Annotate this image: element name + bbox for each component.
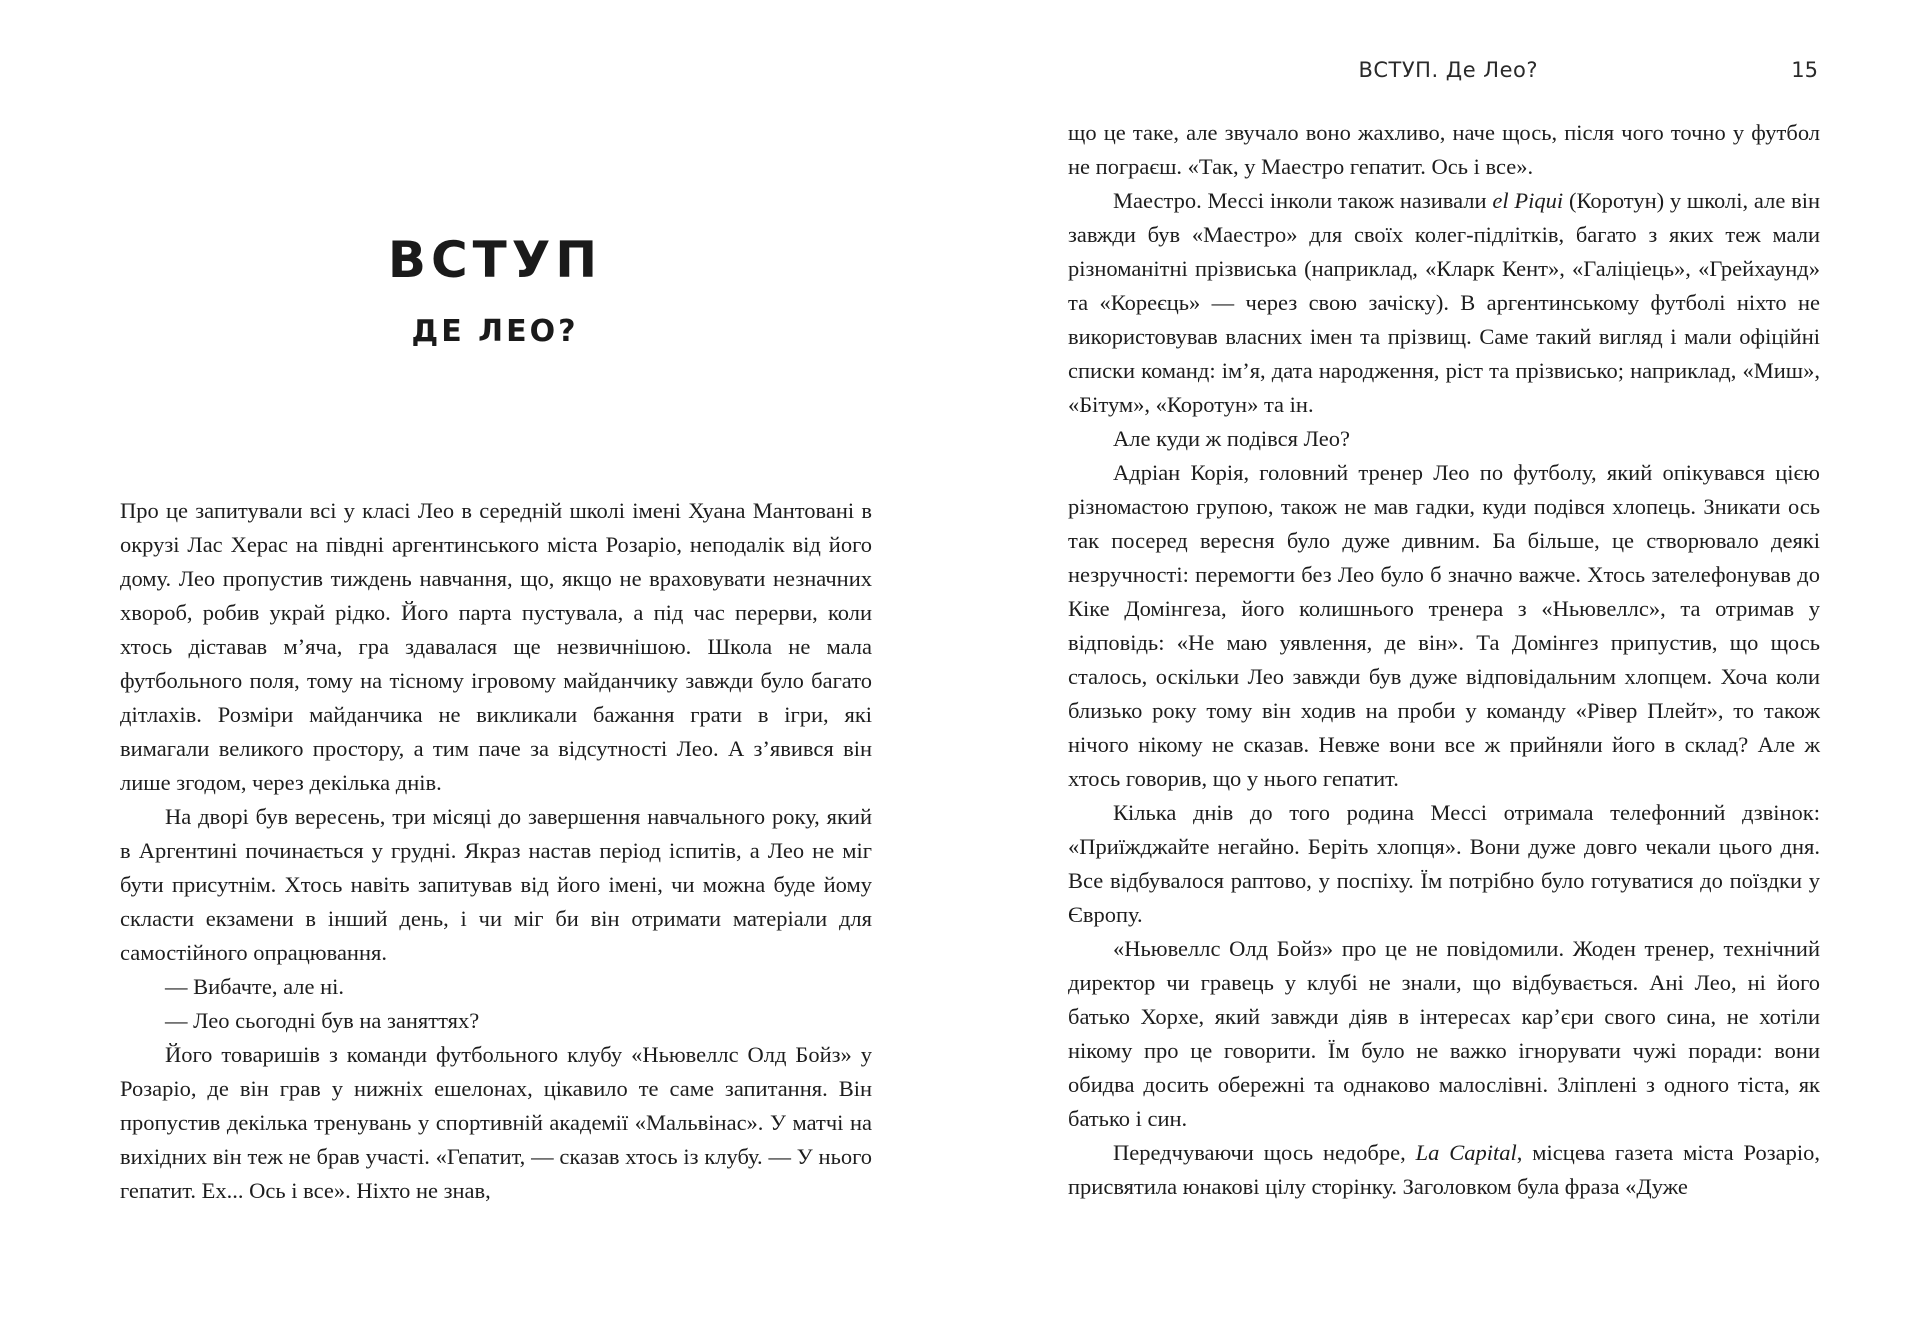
text-run: , місцева газета міста Розаріо, присвятила юнакові цілу сторінку. Заголовком була фраза «Дуже <box>1068 1140 1820 1199</box>
paragraph <box>1068 1136 1820 1204</box>
running-head <box>1068 54 1818 94</box>
italic-term: el Piqui <box>1492 188 1564 213</box>
text-run: Маестро. Мессі інколи також називали <box>1113 188 1493 213</box>
chapter-subtitle: ДЕ ЛЕО? <box>411 314 579 349</box>
paragraph: На дворі був вересень, три місяці до завершення навчального року, який в Аргентині починається у грудні. Якраз настав період іспитів, а Лео не міг бути присутнім. Хтось навіть запитував від його імені, чи можна буде йому скласти екзамени в інший день, і чи міг би він отримати матеріали для самостійного опрацювання. <box>120 804 872 965</box>
left-body-text <box>120 494 872 1208</box>
dialogue-line: — Вибачте, але ні. <box>165 974 345 999</box>
paragraph: Але куди ж подівся Лео? <box>1113 426 1350 451</box>
page-number: 15 <box>1791 58 1818 82</box>
paragraph: Його товаришів з команди футбольного клубу «Ньювеллс Олд Бойз» у Розаріо, де він грав у нижніх ешелонах, цікавило те саме запитання. Він пропустив декілька тренувань у спортивній академії «Мальвінас». У матчі на вихідних він теж не брав участі. «Гепатит, — сказав хтось із клубу. — У нього гепатит. Ех... Ось і все». Ніхто не знав, <box>120 1042 872 1203</box>
running-title: ВСТУП. Де Лео? <box>1358 58 1538 82</box>
paragraph: Адріан Корія, головний тренер Лео по футболу, який опікувався цією різномастою групою, також не мав гадки, куди подівся хлопець. Зникати ось так посеред вересня було дуже дивним. Ба більше, це створювало деякі незручності: перемогти без Лео було б значно важче. Хтось зателефонував до Кіке Домінгеза, його колишнього тренера з «Ньювеллс», та отримав у відповідь: «Не маю уявлення, де він». Та Домінгез припустив, що щось сталось, оскільки Лео завжди був дуже відповідальним хлопцем. Хоча коли близько року тому він ходив на проби у команду «Рівер Плейт», то також нічого нікому не сказав. Невже вони все ж прийняли його в склад? Але ж хтось говорив, що у нього гепатит. <box>1068 460 1820 791</box>
dialogue-line: — Лео сьогодні був на заняттях? <box>165 1008 480 1033</box>
text-run: (Коротун) у школі, але він завжди був «Маестро» для своїх колег-підлітків, багато з яких теж мали різноманітні прізвиська (наприклад, «Кларк Кент», «Галіціець», «Грейхаунд» та «Кореєць» — через свою зачіску). В аргентинському футболі ніхто не використовував власних імен та прізвищ. Саме такий вигляд і мали офіційні списки команд: ім’я, дата народження, ріст та прізвисько; наприклад, «Миш», «Бітум», «Коротун» та ін. <box>1068 188 1821 417</box>
chapter-title: ВСТУП <box>387 231 603 289</box>
paragraph: що це таке, але звучало воно жахливо, наче щось, після чого точно у футбол не пограєш. «Так, у Маестро гепатит. Ось і все». <box>1068 120 1820 179</box>
paragraph <box>1068 184 1820 422</box>
italic-term: La Capital <box>1415 1140 1517 1165</box>
paragraph: Кілька днів до того родина Мессі отримала телефонний дзвінок: «Приїжджайте негайно. Беріть хлопця». Вони дуже довго чекали цього дня. Все відбувалося раптово, у поспіху. Їм потрібно було готуватися до поїздки у Європу. <box>1068 800 1820 927</box>
paragraph: «Ньювеллс Олд Бойз» про це не повідомили. Жоден тренер, технічний директор чи гравець у клубі не знали, що відбувається. Ані Лео, ні його батько Хорхе, який завжди діяв в інтересах кар’єри свого сина, не хотіли нікому про це говорити. Їм було не важко ігнорувати чужі поради: вони обидва досить обережні та однаково малослівні. Зліплені з одного тіста, як батько і син. <box>1068 936 1820 1131</box>
chapter-heading <box>120 230 870 352</box>
right-body-text <box>1068 116 1820 1204</box>
text-run: Передчуваючи щось недобре, <box>1113 1140 1416 1165</box>
paragraph: Про це запитували всі у класі Лео в середній школі імені Хуана Мантовані в окрузі Лас Херас на півдні аргентинського міста Розаріо, неподалік від його дому. Лео пропустив тиждень навчання, що, якщо не враховувати незначних хвороб, робив украй рідко. Його парта пустувала, а під час перерви, коли хтось діставав м’яча, гра здавалася ще незвичнішою. Школа не мала футбольного поля, тому на тісному ігровому майданчику завжди було багато дітлахів. Розміри майданчика не викликали бажання грати в ігри, які вимагали великого простору, а тим паче за відсутності Лео. А з’явився він лише згодом, через декілька днів. <box>120 498 872 795</box>
